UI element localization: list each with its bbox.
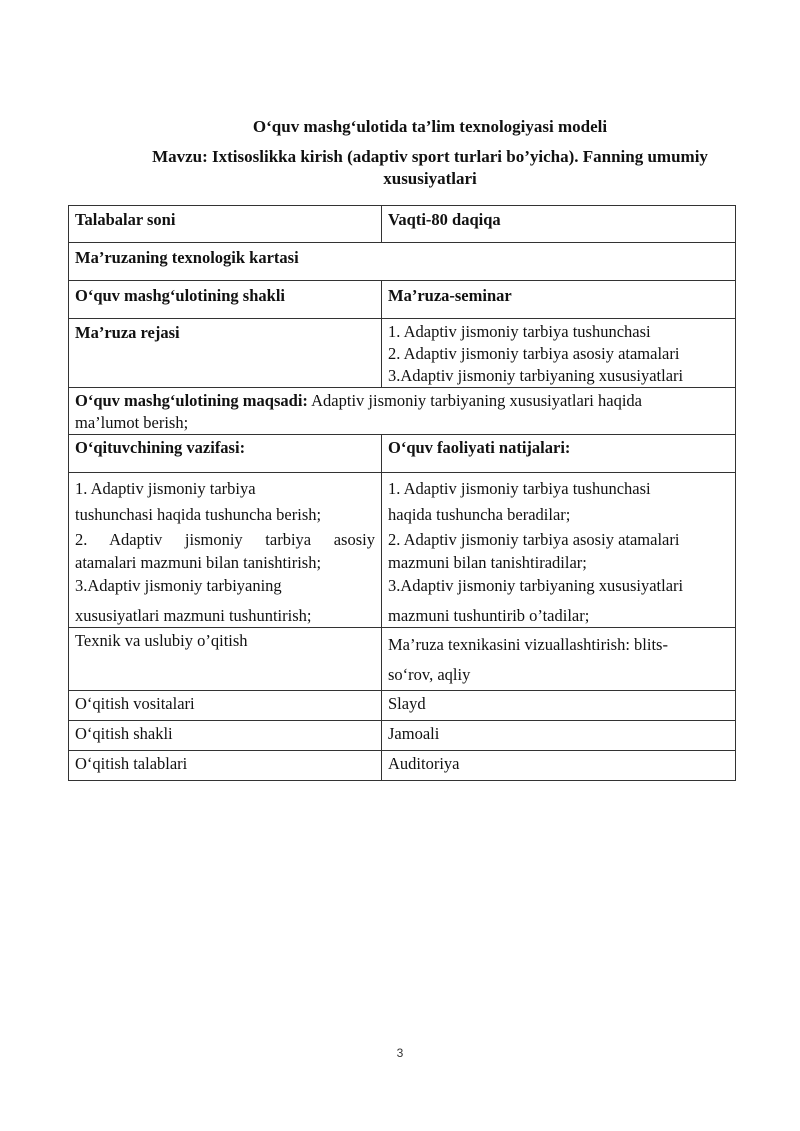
- table-row: [69, 628, 736, 691]
- goal-text-line-1: Adaptiv jismoniy tarbiyaning xususiyatlari haqida: [307, 391, 642, 410]
- method-value-line: Ma’ruza texnikasini vizuallashtirish: blits-: [388, 635, 668, 654]
- table-row: [69, 473, 736, 628]
- results-label: O‘quv faoliyati natijalari:: [382, 435, 736, 473]
- table-row: [69, 319, 736, 388]
- document-title: O‘quv mashg‘ulotida ta’lim texnologiyasi modeli: [252, 117, 608, 136]
- plan-item: 2. Adaptiv jismoniy tarbiya asosiy atamalari: [388, 344, 680, 363]
- method-label: Texnik va uslubiy o’qitish: [69, 628, 382, 691]
- table-row: [69, 691, 736, 721]
- plan-item: 1. Adaptiv jismoniy tarbiya tushunchasi: [388, 322, 651, 341]
- goal-text-line-2: ma’lumot berish;: [75, 413, 189, 432]
- teacher-task-line: xususiyatlari mazmuni tushuntirish;: [75, 606, 312, 625]
- plan-item: 3.Adaptiv jismoniy tarbiyaning xususiyatlari: [388, 366, 684, 385]
- method-value-line: so‘rov, aqliy: [388, 665, 471, 684]
- table-row: [69, 281, 736, 319]
- document-topic: [110, 146, 750, 190]
- results-cell: [382, 473, 736, 628]
- goal-label: O‘quv mashg‘ulotining maqsadi:: [75, 391, 308, 410]
- result-line: mazmuni bilan tanishtiradilar;: [388, 553, 587, 572]
- tech-card-label: Ma’ruzaning texnologik kartasi: [69, 243, 736, 281]
- topic-line-2: xususiyatlari: [383, 169, 477, 188]
- students-label: Talabalar soni: [69, 206, 382, 243]
- tools-label: O‘qitish vositalari: [69, 691, 382, 721]
- page-number: 3: [396, 1046, 404, 1060]
- form-label: O‘quv mashg‘ulotining shakli: [69, 281, 382, 319]
- plan-label: Ma’ruza rejasi: [69, 319, 382, 388]
- teacher-task-line: atamalari mazmuni bilan tanishtirish;: [75, 553, 322, 572]
- teacher-task-label: O‘qituvchining vazifasi:: [69, 435, 382, 473]
- requirements-label: O‘qitish talablari: [69, 751, 382, 781]
- topic-line-1: Mavzu: Ixtisoslikka kirish (adaptiv sport turlari bo’yicha). Fanning umumiy: [152, 147, 708, 166]
- time-label: Vaqti-80 daqiqa: [382, 206, 736, 243]
- teacher-tasks-cell: [69, 473, 382, 628]
- result-line: haqida tushuncha beradilar;: [388, 505, 571, 524]
- form2-value: Jamoali: [382, 721, 736, 751]
- result-line: mazmuni tushuntirib o’tadilar;: [388, 606, 590, 625]
- result-line: 1. Adaptiv jismoniy tarbiya tushunchasi: [388, 479, 651, 498]
- teacher-task-line: 3.Adaptiv jismoniy tarbiyaning: [75, 576, 282, 595]
- form2-label: O‘qitish shakli: [69, 721, 382, 751]
- teacher-task-line: 2. Adaptiv jismoniy tarbiya asosiy: [75, 530, 375, 549]
- result-line: 2. Adaptiv jismoniy tarbiya asosiy atamalari: [388, 530, 680, 549]
- table-row: [69, 388, 736, 435]
- result-line: 3.Adaptiv jismoniy tarbiyaning xususiyatlari: [388, 576, 684, 595]
- teacher-task-line: 1. Adaptiv jismoniy tarbiya: [75, 479, 256, 498]
- tools-value: Slayd: [382, 691, 736, 721]
- table-row: [69, 206, 736, 243]
- goal-cell: [69, 388, 736, 435]
- plan-list: [382, 319, 736, 388]
- table-row: [69, 435, 736, 473]
- table-row: [69, 751, 736, 781]
- form-value: Ma’ruza-seminar: [382, 281, 736, 319]
- technology-card-table: [68, 205, 736, 781]
- teacher-task-line: tushunchasi haqida tushuncha berish;: [75, 505, 322, 524]
- requirements-value: Auditoriya: [382, 751, 736, 781]
- method-value: [382, 628, 736, 691]
- table-row: [69, 243, 736, 281]
- table-row: [69, 721, 736, 751]
